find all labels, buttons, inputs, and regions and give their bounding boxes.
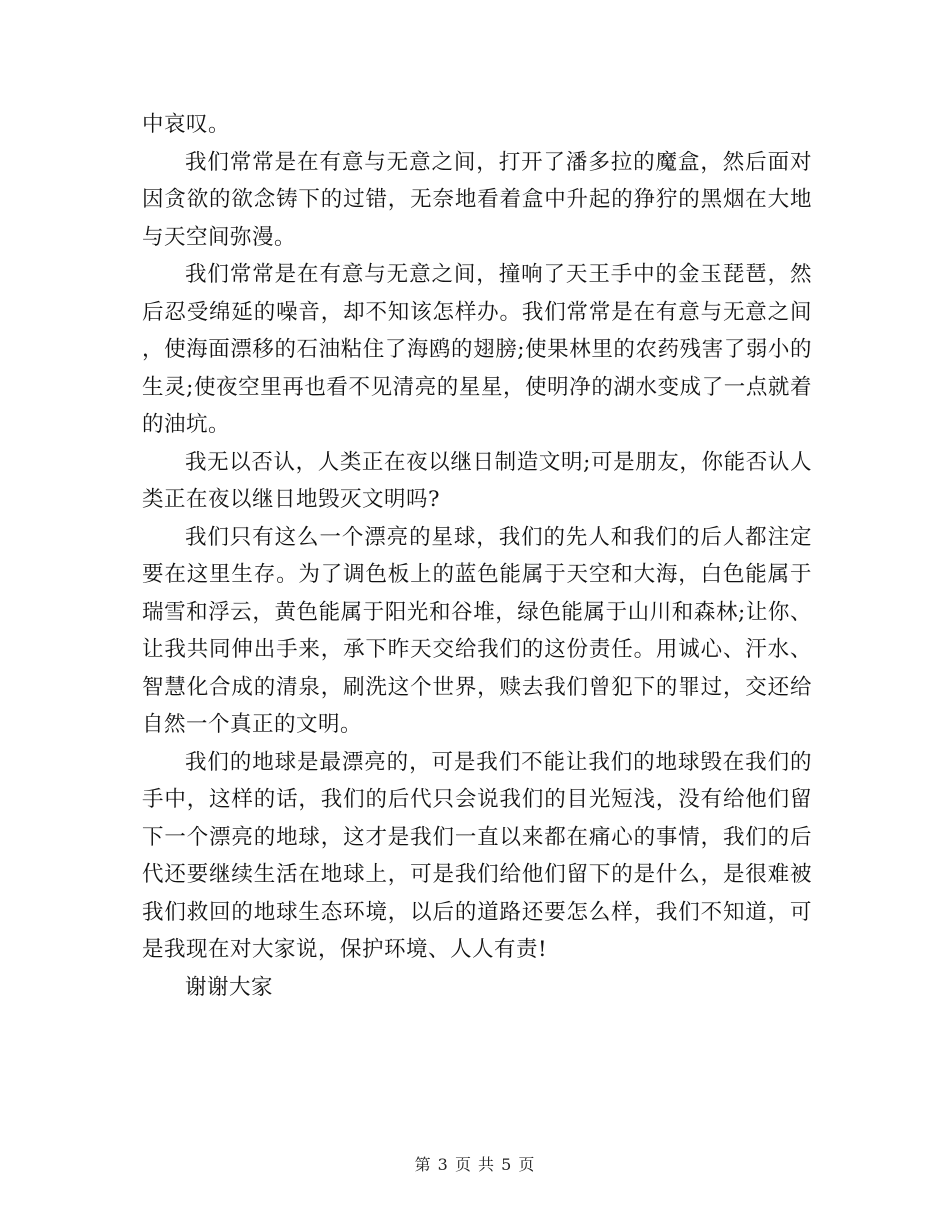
paragraph-3: 我们常常是在有意与无意之间，撞响了天王手中的金玉琵琶，然后忍受绵延的噪音，却不知该怎样办。我们常常是在有意与无意之间，使海面漂移的石油粘住了海鸥的翅膀;使果林里的农药残害了弱小的生灵;使夜空里再也看不见清亮的星星，使明净的湖水变成了一点就着的油坑。 [142, 262, 812, 437]
paragraph-2: 我们常常是在有意与无意之间，打开了潘多拉的魔盒，然后面对因贪欲的欲念铸下的过错，无奈地看着盒中升起的狰狞的黑烟在大地与天空间弥漫。 [142, 149, 812, 250]
paragraph-5: 我们只有这么一个漂亮的星球，我们的先人和我们的后人都注定要在这里生存。为了调色板上的蓝色能属于天空和大海，白色能属于瑞雪和浮云，黄色能属于阳光和谷堆，绿色能属于山川和森林;让你、让我共同伸出手来，承下昨天交给我们的这份责任。用诚心、汗水、智慧化合成的清泉，刷洗这个世界，赎去我们曾犯下的罪过，交还给自然一个真正的文明。 [142, 524, 812, 737]
paragraph-6: 我们的地球是最漂亮的，可是我们不能让我们的地球毁在我们的手中，这样的话，我们的后代只会说我们的目光短浅，没有给他们留下一个漂亮的地球，这才是我们一直以来都在痛心的事情，我们的后代还要继续生活在地球上，可是我们给他们留下的是什么，是很难被我们救回的地球生态环境，以后的道路还要怎么样，我们不知道，可是我现在对大家说，保护环境、人人有责! [142, 749, 812, 962]
page-number-footer: 第 3 页 共 5 页 [414, 1155, 536, 1174]
paragraph-4: 我无以否认，人类正在夜以继日制造文明;可是朋友，你能否认人类正在夜以继日地毁灭文明吗? [142, 449, 812, 512]
paragraph-1: 中哀叹。 [142, 112, 231, 137]
closing-line: 谢谢大家 [185, 974, 274, 1000]
document-body [142, 106, 812, 1006]
